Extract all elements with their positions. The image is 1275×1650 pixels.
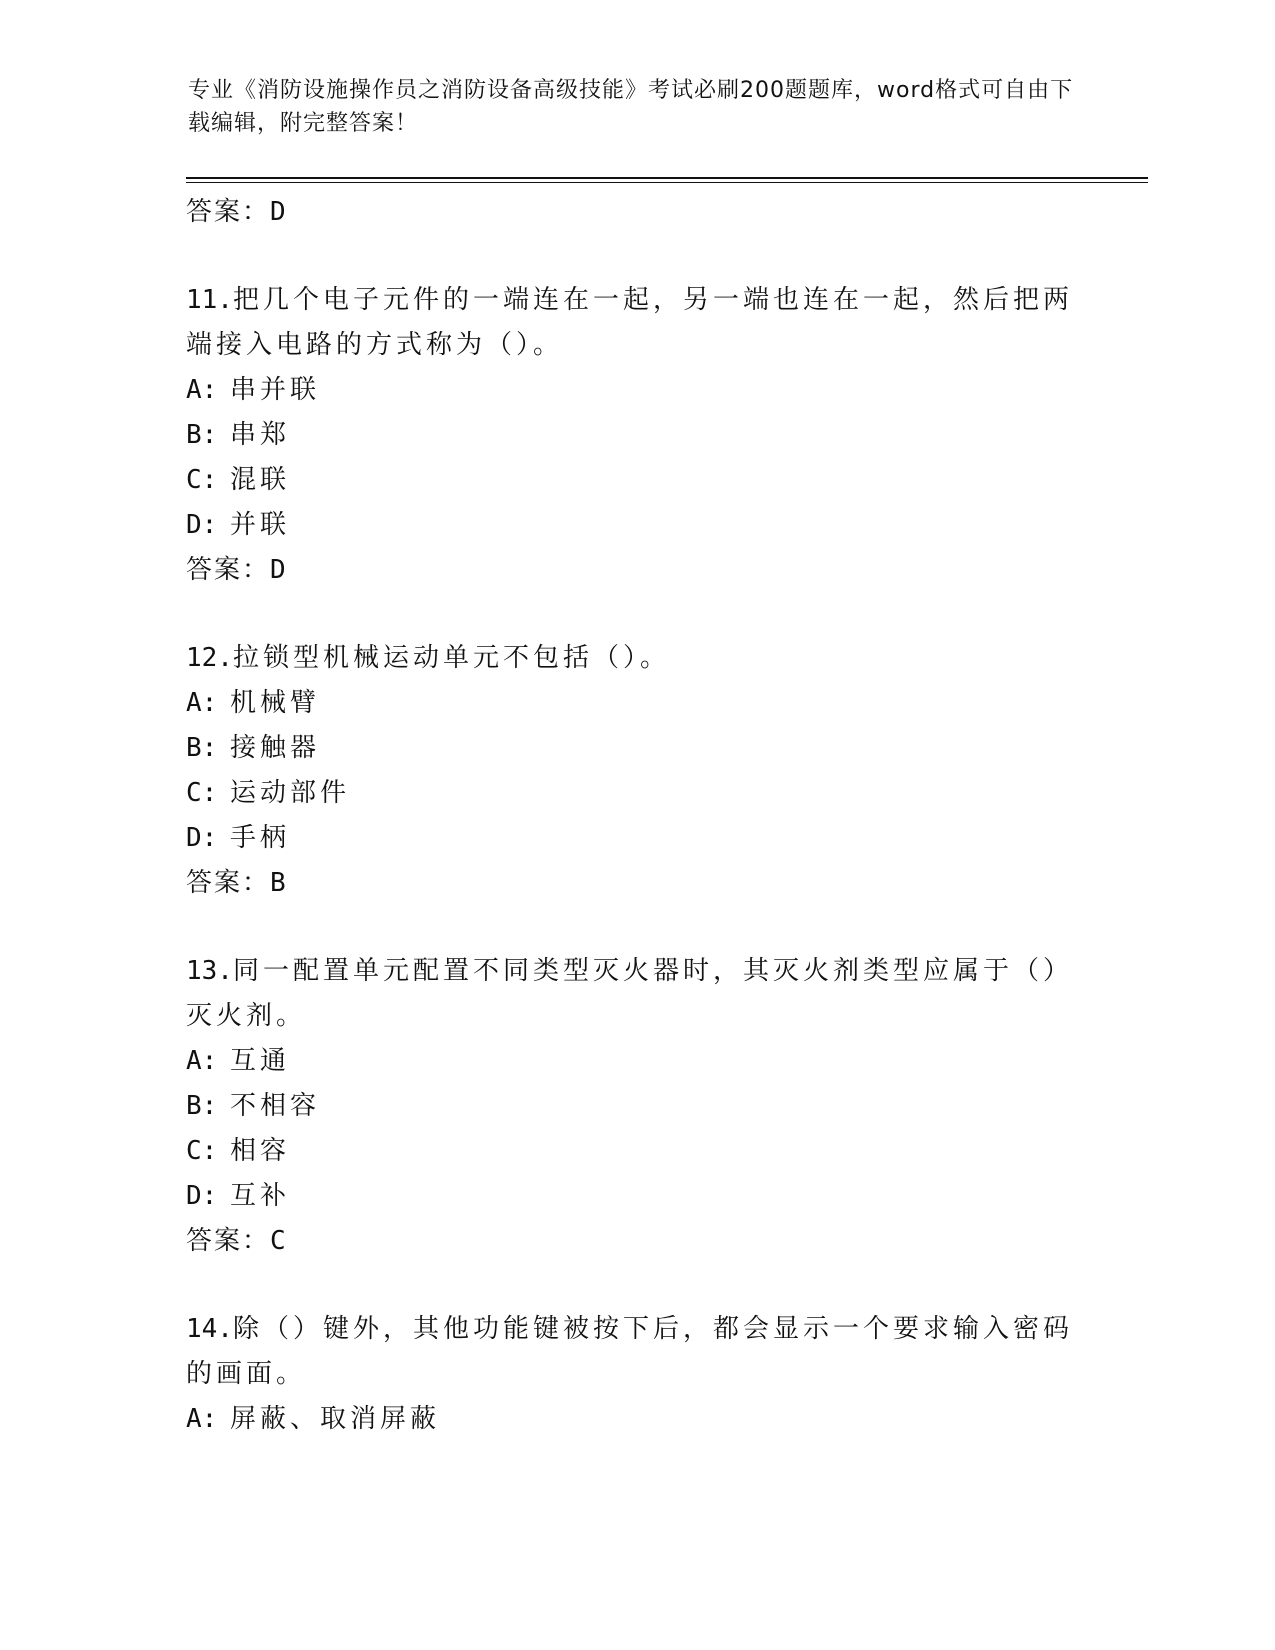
option-key: A: bbox=[186, 1046, 218, 1076]
answer-value: B bbox=[270, 868, 286, 898]
option-key: C: bbox=[186, 1136, 218, 1166]
question-14 bbox=[186, 1307, 1086, 1442]
option-text: 运动部件 bbox=[230, 778, 351, 808]
header-rule-thick bbox=[186, 177, 1148, 179]
option-text: 并联 bbox=[230, 510, 291, 540]
question-text: 把几个电子元件的一端连在一起，另一端也连在一起，然后把两端接入电路的方式称为（）。 bbox=[186, 285, 1073, 360]
question-number: 12. bbox=[186, 643, 233, 673]
page-header bbox=[188, 74, 1078, 140]
option-text: 机械臂 bbox=[230, 688, 321, 718]
answer-line bbox=[186, 548, 1086, 592]
option-key: B: bbox=[186, 733, 218, 763]
question-number: 11. bbox=[186, 285, 233, 315]
option-key: D: bbox=[186, 1181, 218, 1211]
question-number: 14. bbox=[186, 1314, 233, 1344]
answer-value: C bbox=[270, 1226, 286, 1256]
option-text: 相容 bbox=[230, 1136, 291, 1166]
question-stem bbox=[186, 636, 1086, 681]
option-d bbox=[186, 503, 1086, 548]
option-text: 互通 bbox=[230, 1046, 291, 1076]
header-text: 专业《消防设施操作员之消防设备高级技能》考试必刷200题题库，word格式可自由下载编辑，附完整答案！ bbox=[188, 78, 1074, 136]
option-key: D: bbox=[186, 823, 218, 853]
document-body bbox=[186, 190, 1086, 1442]
option-a bbox=[186, 1039, 1086, 1084]
question-text: 除（）键外，其他功能键被按下后，都会显示一个要求输入密码的画面。 bbox=[186, 1314, 1073, 1389]
question-number: 13. bbox=[186, 956, 233, 986]
option-b bbox=[186, 726, 1086, 771]
option-key: B: bbox=[186, 1091, 218, 1121]
option-d bbox=[186, 816, 1086, 861]
option-text: 手柄 bbox=[230, 823, 291, 853]
option-d bbox=[186, 1174, 1086, 1219]
answer-line bbox=[186, 861, 1086, 905]
answer-label: 答案： bbox=[186, 1226, 271, 1256]
option-text: 串并联 bbox=[230, 375, 321, 405]
option-c bbox=[186, 1129, 1086, 1174]
option-text: 接触器 bbox=[230, 733, 321, 763]
option-key: A: bbox=[186, 688, 218, 718]
question-12 bbox=[186, 636, 1086, 905]
option-a bbox=[186, 368, 1086, 413]
header-rule-thin bbox=[186, 182, 1148, 183]
option-text: 互补 bbox=[230, 1181, 291, 1211]
option-key: C: bbox=[186, 465, 218, 495]
option-text: 不相容 bbox=[230, 1091, 321, 1121]
option-key: A: bbox=[186, 375, 218, 405]
question-11 bbox=[186, 278, 1086, 592]
option-key: D: bbox=[186, 510, 218, 540]
option-b bbox=[186, 413, 1086, 458]
question-text: 拉锁型机械运动单元不包括（）。 bbox=[232, 643, 670, 673]
question-stem bbox=[186, 278, 1086, 368]
option-key: A: bbox=[186, 1404, 218, 1434]
option-key: B: bbox=[186, 420, 218, 450]
option-c bbox=[186, 458, 1086, 503]
option-a bbox=[186, 1397, 1086, 1442]
question-text: 同一配置单元配置不同类型灭火器时，其灭火剂类型应属于（）灭火剂。 bbox=[186, 956, 1073, 1031]
question-stem bbox=[186, 949, 1086, 1039]
answer-line-prev bbox=[186, 190, 1086, 234]
answer-label: 答案： bbox=[186, 555, 271, 585]
question-13 bbox=[186, 949, 1086, 1263]
answer-line bbox=[186, 1219, 1086, 1263]
answer-label: 答案： bbox=[186, 197, 271, 227]
option-key: C: bbox=[186, 778, 218, 808]
option-a bbox=[186, 681, 1086, 726]
answer-value: D bbox=[270, 197, 286, 227]
answer-label: 答案： bbox=[186, 868, 271, 898]
option-b bbox=[186, 1084, 1086, 1129]
option-text: 混联 bbox=[230, 465, 291, 495]
option-text: 串郑 bbox=[230, 420, 291, 450]
option-text: 屏蔽、取消屏蔽 bbox=[230, 1404, 441, 1434]
option-c bbox=[186, 771, 1086, 816]
answer-value: D bbox=[270, 555, 286, 585]
question-stem bbox=[186, 1307, 1086, 1397]
